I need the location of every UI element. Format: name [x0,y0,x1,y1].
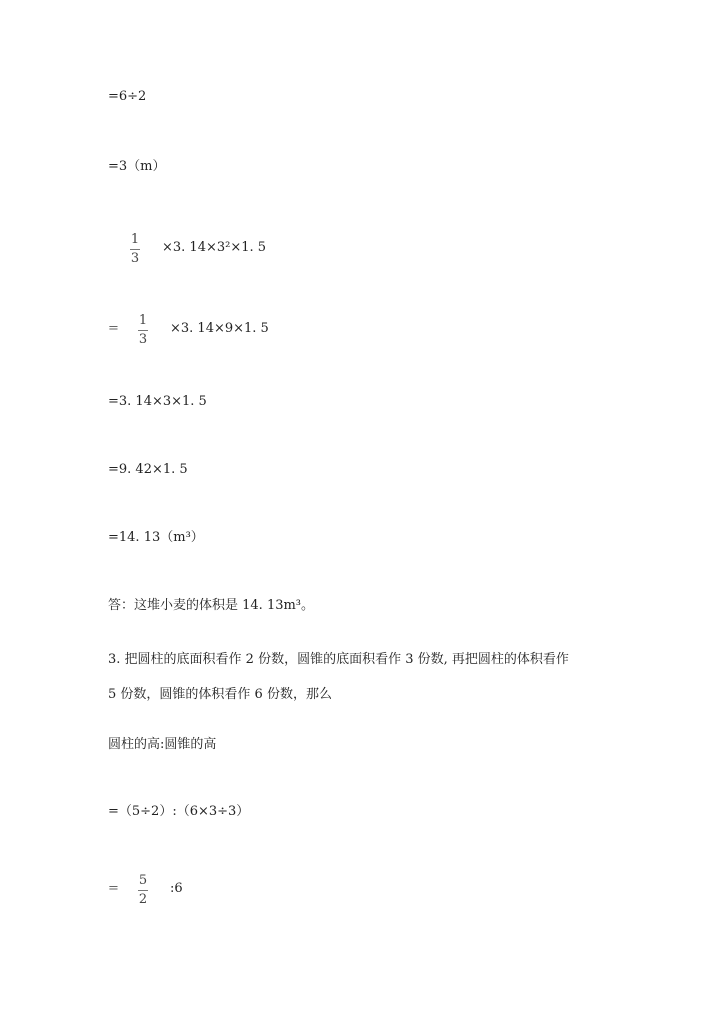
step-line-2: =3（m） [108,159,166,174]
final-equals: = [108,881,119,896]
ratio-expression: =（5÷2）:（6×3÷3） [108,804,250,819]
step-line-1: =6÷2 [108,89,147,104]
fraction-numerator: 1 [138,313,148,328]
step-line-4-equals: = [108,321,119,336]
fraction-denominator: 3 [138,332,148,347]
fraction-bar [138,890,148,891]
fraction-bar [138,330,148,331]
ratio-title: 圆柱的高:圆锥的高 [108,737,217,752]
fraction-one-third [130,233,140,266]
final-ratio-rest: :6 [170,881,183,896]
step-line-4-expression: ×3. 14×9×1. 5 [170,321,269,336]
fraction-one-third [138,314,148,347]
question-3-line-1: 3. 把圆柱的底面积看作 2 份数，圆锥的底面积看作 3 份数, 再把圆柱的体积看作 [108,652,569,667]
step-line-6: =9. 42×1. 5 [108,462,188,477]
step-line-3-expression: ×3. 14×3²×1. 5 [162,240,267,255]
fraction-bar [130,249,140,250]
fraction-five-halves [138,874,148,907]
step-line-7: =14. 13（m³） [108,530,204,545]
fraction-numerator: 5 [138,873,148,888]
answer-line: 答：这堆小麦的体积是 14. 13m³。 [108,598,315,613]
question-3-line-2: 5 份数，圆锥的体积看作 6 份数，那么 [108,687,332,702]
fraction-numerator: 1 [130,232,140,247]
fraction-denominator: 3 [130,251,140,266]
fraction-denominator: 2 [138,892,148,907]
step-line-5: =3. 14×3×1. 5 [108,394,207,409]
